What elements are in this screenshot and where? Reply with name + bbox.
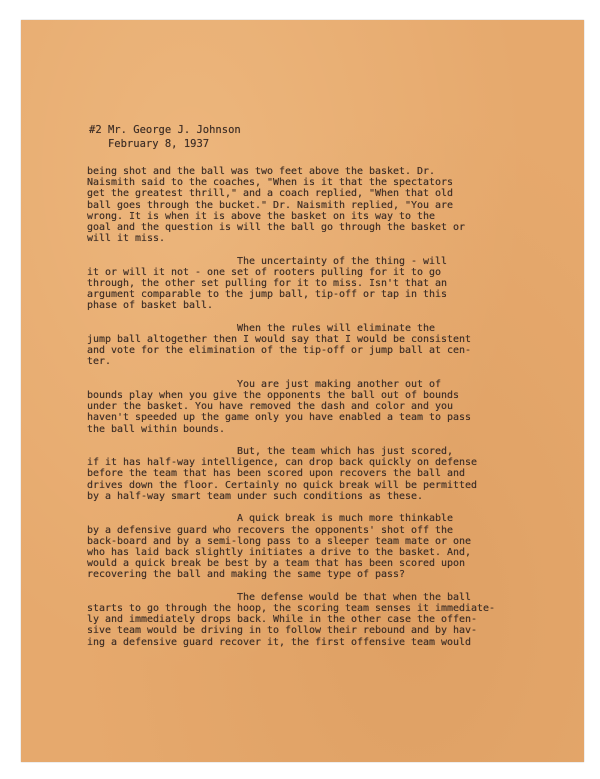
body-line: starts to go through the hoop, the scoring team senses it immediate- — [87, 602, 496, 614]
header-recipient-line: #2 Mr. George J. Johnson — [89, 124, 241, 136]
page-header — [89, 123, 241, 151]
body-line: will it miss. — [87, 233, 166, 245]
body-line: if it has half-way intelligence, can drop back quickly on defense — [87, 457, 478, 469]
body-line: When the rules will eliminate the — [87, 322, 436, 334]
body-line: bounds play when you give the opponents the ball out of bounds — [87, 390, 460, 402]
body-line: ball goes through the bucket." Dr. Naismith replied, "You are — [87, 199, 454, 211]
body-line: recovering the ball and making the same type of pass? — [87, 569, 406, 581]
body-line: and vote for the elimination of the tip-off or jump ball at cen- — [87, 345, 472, 357]
body-line: the ball within bounds. — [87, 423, 226, 435]
letter-body — [87, 166, 527, 648]
body-line: would a quick break be best by a team that has been scored upon — [87, 558, 466, 570]
body-line: drives down the floor. Certainly no quick break will be permitted — [87, 479, 478, 491]
body-line: jump ball altogether then I would say that I would be consistent — [87, 334, 472, 346]
body-line: wrong. It is when it is above the basket on its way to the — [87, 210, 436, 222]
body-line: goal and the question is will the ball go through the basket or — [87, 222, 466, 234]
body-line: sive team would be driving in to follow their rebound and by hav- — [87, 625, 478, 637]
body-line: haven't speeded up the game only you have enabled a team to pass — [87, 412, 472, 424]
body-line: But, the team which has just scored, — [87, 446, 454, 458]
body-line: ing a defensive guard recover it, the first offensive team would — [87, 636, 472, 648]
body-line: ter. — [87, 356, 112, 368]
body-line: A quick break is much more thinkable — [87, 513, 454, 525]
body-line: under the basket. You have removed the dash and color and you — [87, 401, 454, 413]
body-line: who has laid back slightly initiates a drive to the basket. And, — [87, 546, 472, 558]
body-line: it or will it not - one set of rooters pulling for it to go — [87, 266, 442, 278]
body-line: Naismith said to the coaches, "When is it that the spectators — [87, 177, 454, 189]
body-line: before the team that has been scored upon recovers the ball and — [87, 468, 466, 480]
body-line: The defense would be that when the ball — [87, 591, 472, 603]
body-line: phase of basket ball. — [87, 300, 214, 312]
body-line: ly and immediately drops back. While in the other case the offen- — [87, 614, 478, 626]
body-line: back-board and by a semi-long pass to a sleeper team mate or one — [87, 535, 472, 547]
body-line: by a half-way smart team under such conditions as these. — [87, 490, 424, 502]
body-line: You are just making another out of — [87, 378, 442, 390]
body-line: by a defensive guard who recovers the opponents' shot off the — [87, 524, 454, 536]
body-line: The uncertainty of the thing - will — [87, 255, 448, 267]
body-line: being shot and the ball was two feet above the basket. Dr. — [87, 166, 436, 177]
body-line: argument comparable to the jump ball, tip-off or tap in this — [87, 289, 448, 301]
body-line: through, the other set pulling for it to miss. Isn't that an — [87, 278, 448, 290]
body-line: get the greatest thrill," and a coach replied, "When that old — [87, 188, 454, 200]
header-date-line: February 8, 1937 — [89, 138, 210, 150]
